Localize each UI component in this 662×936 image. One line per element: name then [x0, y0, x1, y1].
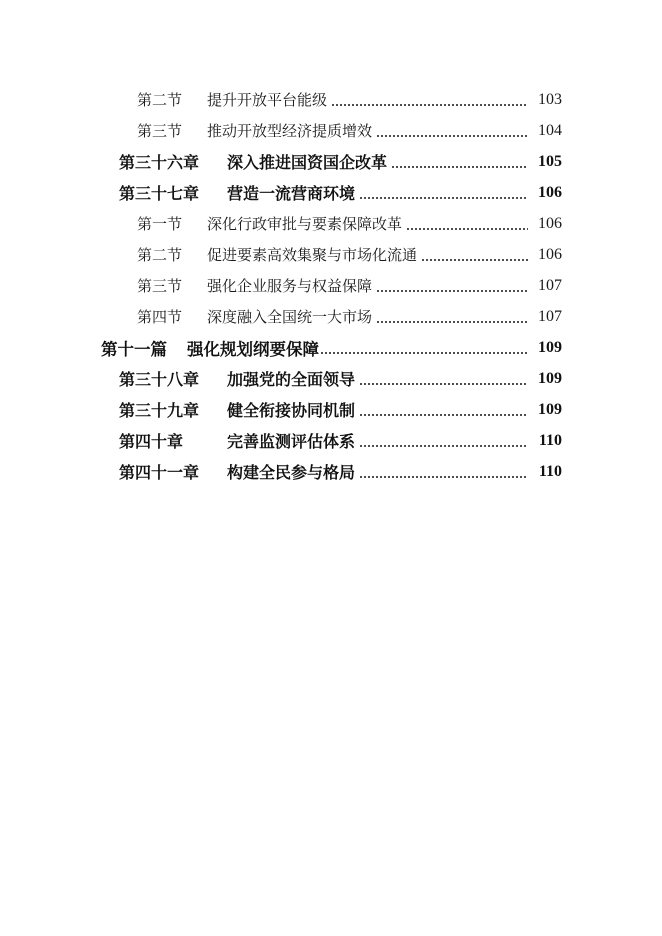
toc-entry[interactable]	[0, 146, 662, 177]
entry-title: 健全衔接协同机制	[227, 401, 356, 420]
entry-number: 第四十一章	[119, 463, 200, 482]
toc-entry[interactable]	[0, 301, 662, 332]
dot-leader	[376, 290, 528, 292]
toc-entry[interactable]	[0, 84, 662, 115]
toc-entry[interactable]	[0, 394, 662, 425]
entry-page-number: 104	[538, 121, 562, 139]
dot-leader	[359, 383, 528, 385]
entry-page-number: 107	[538, 307, 562, 325]
entry-number: 第二节	[137, 91, 183, 109]
entry-number: 第二节	[137, 246, 183, 264]
dot-leader	[421, 259, 528, 261]
entry-number: 第三节	[137, 122, 183, 140]
entry-title: 提升开放平台能级	[207, 91, 328, 109]
toc-entry[interactable]	[0, 208, 662, 239]
entry-number: 第三十九章	[119, 401, 200, 420]
entry-title: 完善监测评估体系	[227, 432, 356, 451]
dot-leader	[320, 352, 528, 354]
entry-number: 第十一篇	[101, 339, 167, 359]
entry-title: 深化行政审批与要素保障改革	[207, 215, 403, 233]
entry-title: 强化规划纲要保障	[187, 339, 319, 359]
toc-entry[interactable]	[0, 363, 662, 394]
dot-leader	[406, 228, 528, 230]
entry-page-number: 109	[538, 369, 562, 387]
entry-number: 第三十六章	[119, 153, 200, 172]
dot-leader	[391, 166, 528, 168]
dot-leader	[359, 414, 528, 416]
entry-page-number: 110	[538, 462, 562, 480]
entry-page-number: 106	[538, 183, 562, 201]
entry-number: 第四十章	[119, 432, 184, 451]
toc-entry[interactable]	[0, 177, 662, 208]
toc-entry[interactable]	[0, 425, 662, 456]
entry-page-number: 107	[538, 276, 562, 294]
entry-page-number: 106	[538, 214, 562, 232]
table-of-contents	[0, 84, 662, 487]
dot-leader	[359, 445, 528, 447]
entry-title: 营造一流营商环境	[227, 184, 356, 203]
entry-page-number: 105	[538, 152, 562, 170]
toc-entry[interactable]	[0, 270, 662, 301]
entry-page-number: 109	[538, 338, 562, 356]
entry-title: 构建全民参与格局	[227, 463, 356, 482]
entry-number: 第三节	[137, 277, 183, 295]
toc-entry[interactable]	[0, 456, 662, 487]
entry-page-number: 109	[538, 400, 562, 418]
entry-number: 第三十七章	[119, 184, 200, 203]
entry-number: 第三十八章	[119, 370, 200, 389]
entry-page-number: 106	[538, 245, 562, 263]
entry-page-number: 103	[538, 90, 562, 108]
dot-leader	[376, 135, 528, 137]
entry-title: 加强党的全面领导	[227, 370, 356, 389]
toc-entry[interactable]	[0, 332, 662, 363]
entry-number: 第一节	[137, 215, 183, 233]
dot-leader	[331, 104, 528, 106]
toc-entry[interactable]	[0, 239, 662, 270]
dot-leader	[359, 197, 528, 199]
entry-title: 深入推进国资国企改革	[227, 153, 388, 172]
entry-title: 强化企业服务与权益保障	[207, 277, 373, 295]
toc-entry[interactable]	[0, 115, 662, 146]
entry-title: 推动开放型经济提质增效	[207, 122, 373, 140]
entry-page-number: 110	[538, 431, 562, 449]
entry-number: 第四节	[137, 308, 183, 326]
dot-leader	[376, 321, 528, 323]
entry-title: 促进要素高效集聚与市场化流通	[207, 246, 418, 264]
dot-leader	[359, 476, 528, 478]
entry-title: 深度融入全国统一大市场	[207, 308, 373, 326]
